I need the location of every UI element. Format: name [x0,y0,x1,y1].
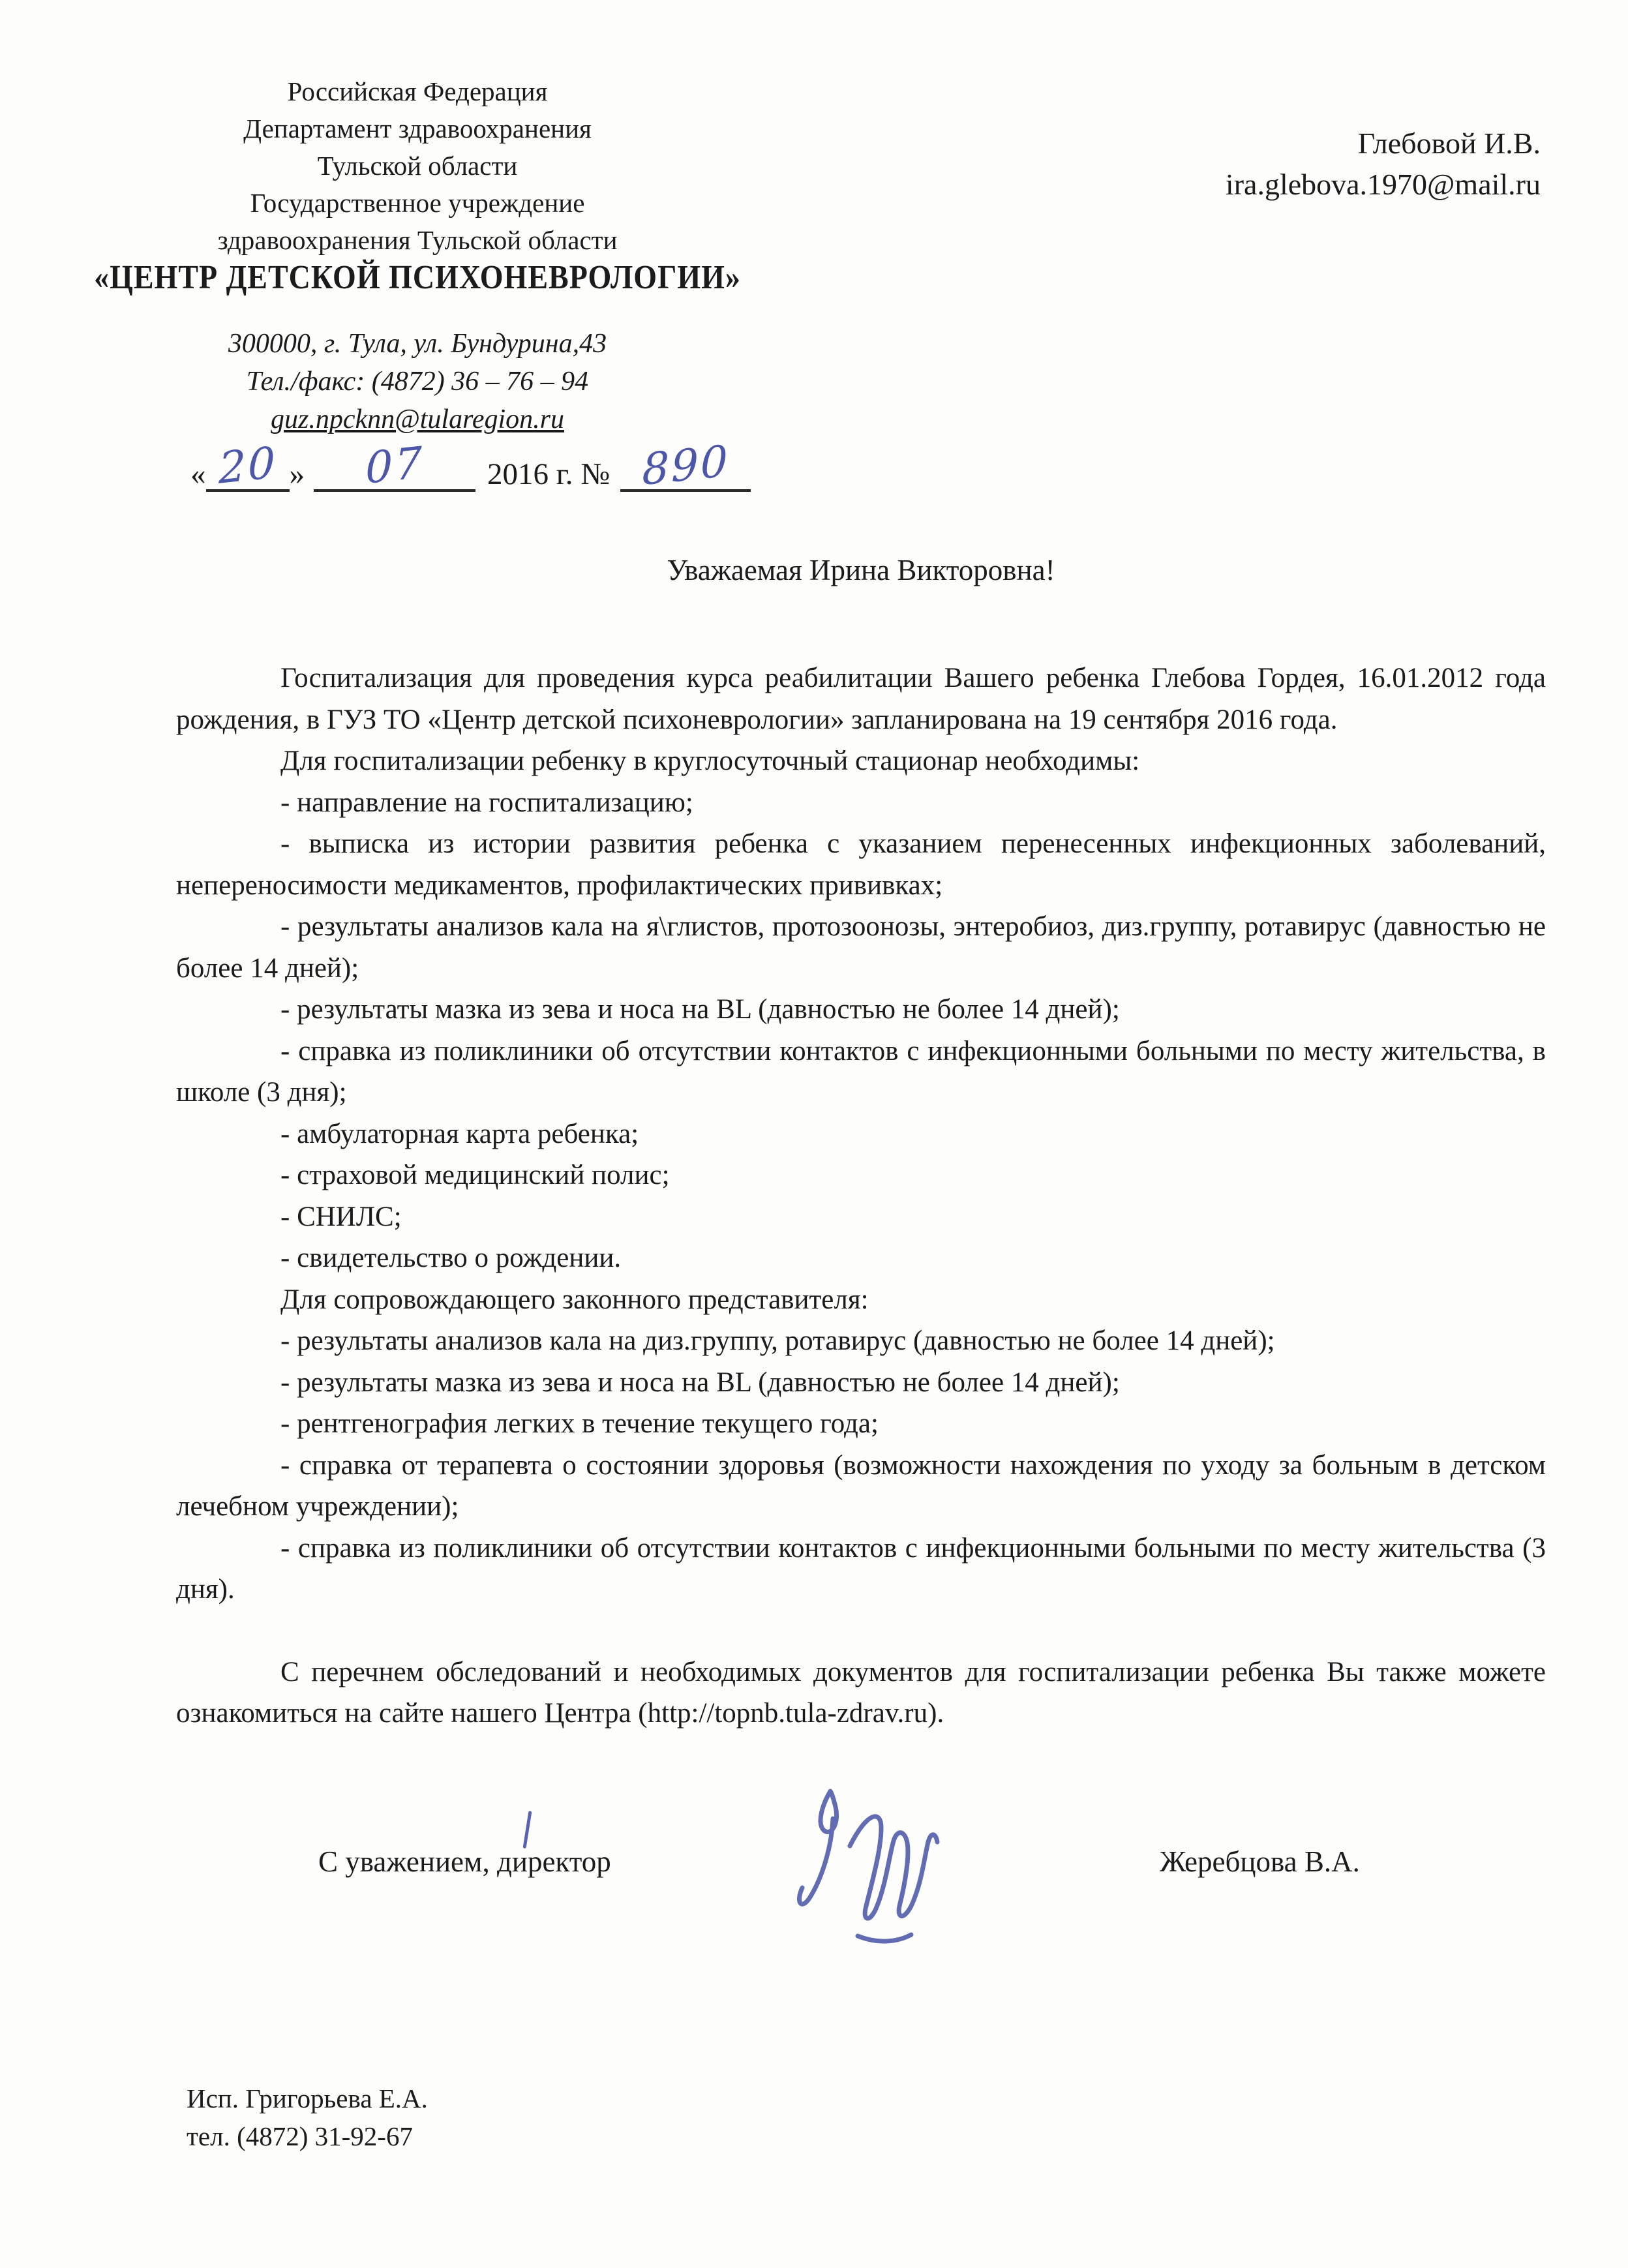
date-number-line [190,435,751,496]
footer-block [187,2079,428,2155]
closing-label: С уважением, директор [318,1845,611,1878]
body-paragraph: - результаты мазка из зева и носа на BL (давностью не более 14 дней); [280,994,1120,1025]
letterhead-org-block [117,73,717,259]
executor-phone: тел. (4872) 31-92-67 [187,2121,413,2151]
body-paragraph: - страховой медицинский полис; [280,1160,670,1190]
org-email: guz.npcknn@tularegion.ru [270,404,565,434]
body-paragraph: - амбулаторная карта ребенка; [280,1118,639,1149]
body-paragraph: Для госпитализации ребенку в круглосуточный стационар необходимы: [280,746,1140,776]
year-and-number-label: 2016 г. № [487,457,610,491]
body-paragraph: Госпитализация для проведения курса реабилитации Вашего ребенка Глебова Гордея, 16.01.2012 года рождения, в ГУЗ ТО «Центр детской психоневрологии» запланирована на 19 сентября 2016 года. [176,663,1546,735]
director-name: Жеребцова В.А. [1160,1845,1360,1878]
body-paragraph: Для сопровождающего законного представителя: [280,1284,869,1315]
executor-name: Исп. Григорьева Е.А. [187,2083,428,2113]
handwritten-month: 07 [365,437,424,494]
month-blank [314,437,475,494]
director-signature [792,1781,988,1950]
address-line: 300000, г. Тула, ул. Бундурина,43 [228,329,607,359]
stray-pen-mark [522,1811,532,1849]
body-paragraph: - результаты анализов кала на диз.группу, ротавирус (давностью не более 14 дней); [280,1325,1275,1356]
recipient-block [1226,123,1541,205]
body-final-paragraph: С перечнем обследований и необходимых документов для госпитализации ребенка Вы также можете ознакомиться на сайте нашего Центра (http://topnb.tula-zdrav.ru). [176,1656,1546,1729]
body-paragraph: - справка из поликлиники об отсутствии контактов с инфекционными больными по месту жительства (3 дня). [176,1532,1546,1605]
open-guillemet: « [190,457,206,491]
org-line: Тульской области [317,151,518,181]
body-paragraph: - результаты анализов кала на я\глистов, протозоонозы, энтеробиоз, диз.группу, ротавирус (давностью не более 14 дней); [176,911,1546,984]
org-line: Департамент здравоохранения [243,113,592,144]
org-line: здравоохранения Тульской области [217,225,618,255]
org-line: Государственное учреждение [250,188,585,218]
body-paragraphs [176,658,1546,1734]
org-line: Российская Федерация [287,76,548,106]
body-paragraph: - свидетельство о рождении. [280,1243,622,1273]
recipient-name: Глебовой И.В. [1357,127,1541,160]
letterhead-address-block [117,325,717,438]
handwritten-day: 20 [218,437,277,494]
org-name-title: «ЦЕНТР ДЕТСКОЙ ПСИХОНЕВРОЛОГИИ» [94,258,741,296]
day-blank [206,437,290,494]
recipient-email: ira.glebova.1970@mail.ru [1225,168,1541,201]
phone-fax-line: Тел./факс: (4872) 36 – 76 – 94 [246,367,589,397]
body-paragraph: - справка от терапевта о состоянии здоровья (возможности нахождения по уходу за больным в детском лечебном учреждении); [176,1449,1546,1522]
salutation: Уважаемая Ирина Викторовна! [667,554,1055,586]
handwritten-number: 890 [641,435,730,496]
number-blank [620,435,751,496]
body-paragraph: - выписка из истории развития ребенка с указанием перенесенных инфекционных заболеваний, непереносимости медикаментов, профилактических прививках; [176,828,1546,901]
body-paragraph: - СНИЛС; [280,1201,402,1232]
body-paragraph: - рентгенография легких в течение текущего года; [280,1408,879,1439]
body-paragraph: - направление на госпитализацию; [280,787,693,818]
body-paragraph: - справка из поликлиники об отсутствии контактов с инфекционными больными по месту жительства, в школе (3 дня); [176,1035,1546,1108]
close-guillemet: » [289,457,305,491]
body-paragraph: - результаты мазка из зева и носа на BL (давностью не более 14 дней); [280,1367,1120,1398]
